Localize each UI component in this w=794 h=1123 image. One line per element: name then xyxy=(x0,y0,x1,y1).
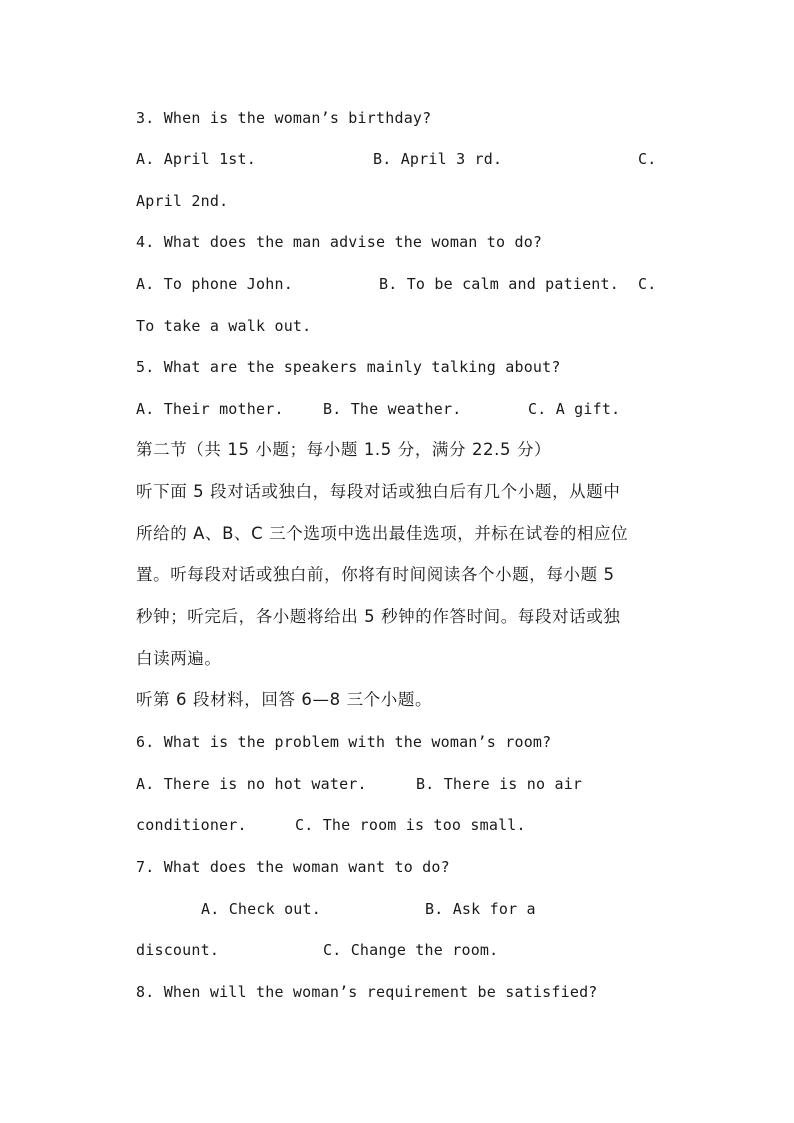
q7-option-a: A. Check out. xyxy=(201,900,321,918)
question-3: 3. When is the woman’s birthday? xyxy=(136,109,432,127)
section-2-instructions-line-1: 听下面 5 段对话或独白，每段对话或独白后有几个小题，从题中 xyxy=(136,482,621,501)
q3-option-c-letter: C. xyxy=(638,150,657,168)
q6-option-a: A. There is no hot water. xyxy=(136,775,367,793)
q3-option-b: B. April 3 rd. xyxy=(373,150,503,168)
q3-option-a: A. April 1st. xyxy=(136,150,256,168)
section-2-instructions-line-2: 所给的 A、B、C 三个选项中选出最佳选项，并标在试卷的相应位 xyxy=(136,524,629,543)
q4-option-c-letter: C. xyxy=(638,275,657,293)
q6-option-c: C. The room is too small. xyxy=(295,816,526,834)
question-7: 7. What does the woman want to do? xyxy=(136,858,450,876)
q6-option-b: B. There is no air xyxy=(416,775,583,793)
q5-option-b: B. The weather. xyxy=(323,400,462,418)
q4-option-b: B. To be calm and patient. xyxy=(379,275,619,293)
question-5: 5. What are the speakers mainly talking about? xyxy=(136,358,561,376)
q4-option-a: A. To phone John. xyxy=(136,275,293,293)
section-2-heading: 第二节（共 15 小题；每小题 1.5 分，满分 22.5 分） xyxy=(136,440,552,459)
q3-option-c-text: April 2nd. xyxy=(136,192,229,210)
q5-option-a: A. Their mother. xyxy=(136,400,284,418)
q7-option-b-continued: discount. xyxy=(136,941,220,959)
question-4: 4. What does the man advise the woman to do? xyxy=(136,233,543,251)
section-2-instructions-line-3: 置。听每段对话或独白前，你将有时间阅读各个小题，每小题 5 xyxy=(136,565,615,584)
section-2-instructions-line-4: 秒钟；听完后，各小题将给出 5 秒钟的作答时间。每段对话或独 xyxy=(136,607,621,626)
q7-option-c: C. Change the room. xyxy=(323,941,499,959)
question-8: 8. When will the woman’s requirement be satisfied? xyxy=(136,983,598,1001)
q6-option-b-continued: conditioner. xyxy=(136,816,247,834)
question-6: 6. What is the problem with the woman’s room? xyxy=(136,733,552,751)
q5-option-c: C. A gift. xyxy=(528,400,621,418)
material-6-instruction: 听第 6 段材料，回答 6—8 三个小题。 xyxy=(136,690,433,709)
section-2-instructions-line-5: 白读两遍。 xyxy=(136,649,222,668)
q4-option-c-text: To take a walk out. xyxy=(136,317,312,335)
q7-option-b: B. Ask for a xyxy=(425,900,536,918)
